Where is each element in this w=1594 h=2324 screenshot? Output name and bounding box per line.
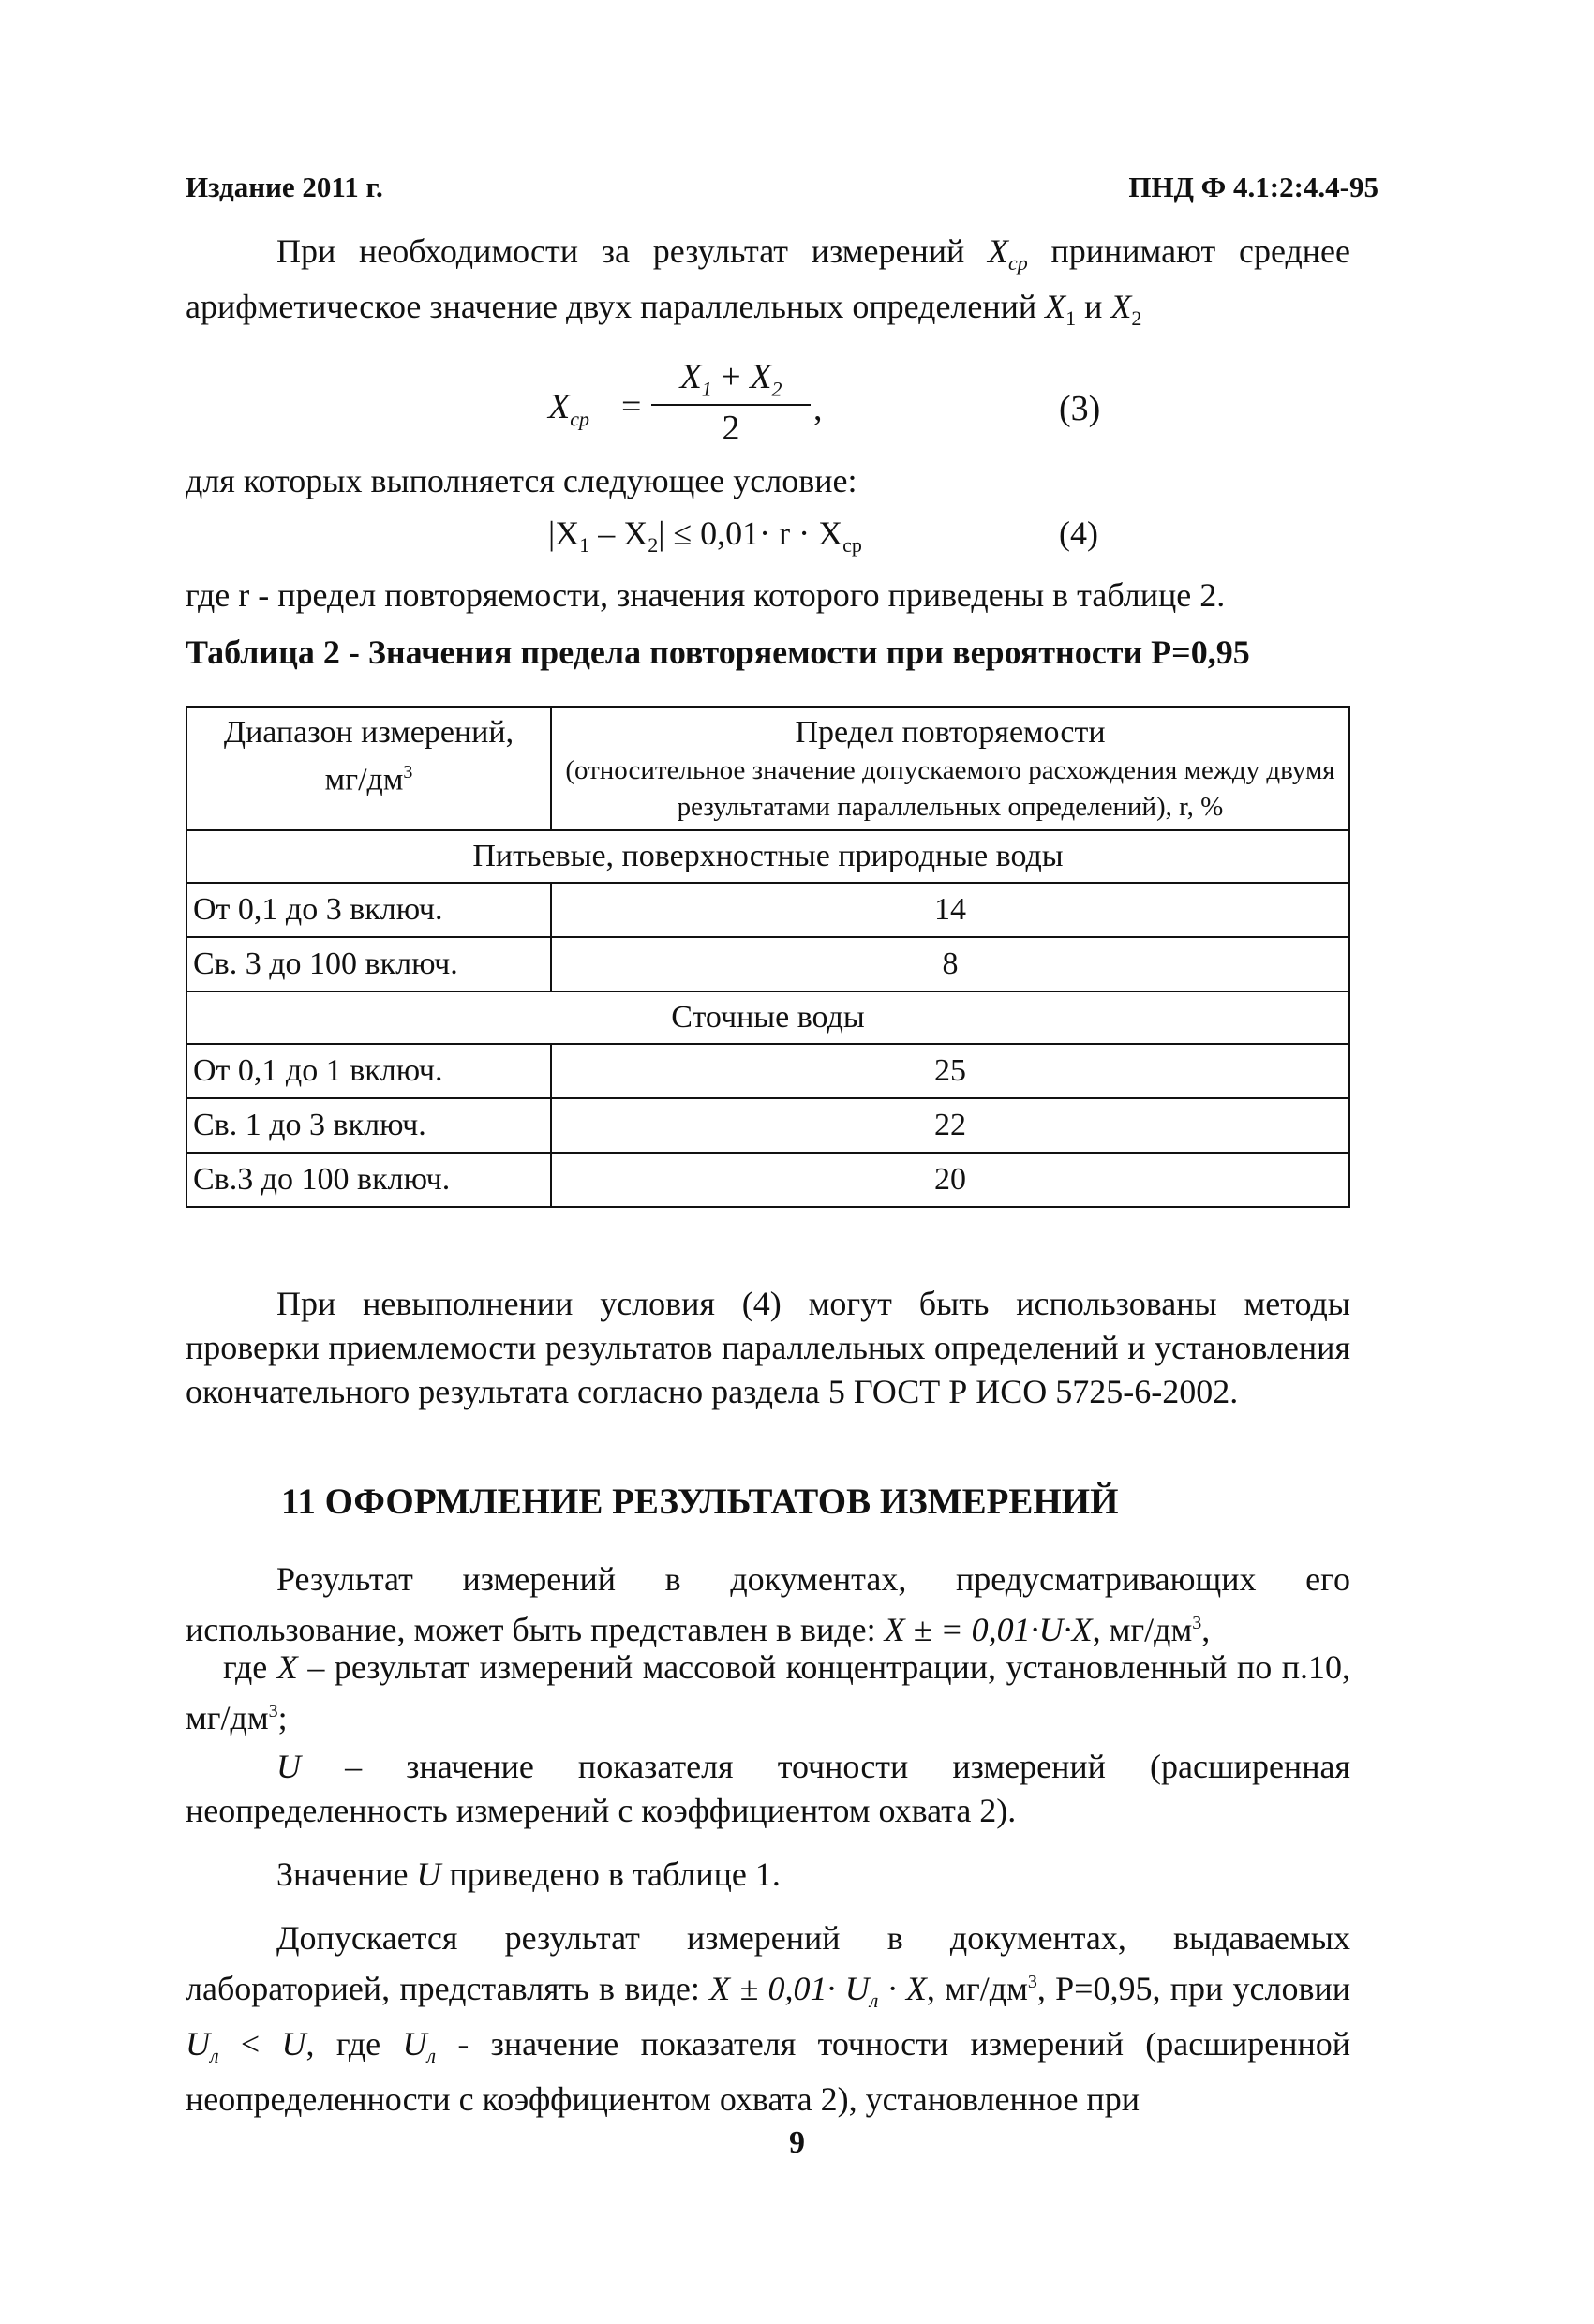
table-header-row <box>186 707 1349 830</box>
equation-number-3: (3) <box>1059 389 1101 428</box>
equals-sign: = <box>621 387 642 426</box>
table-row <box>186 1153 1349 1207</box>
condition-text: для которых выполняется следующее условие: <box>186 462 857 499</box>
fraction-denominator: 2 <box>722 408 740 448</box>
intro-paragraph: При необходимости за результат измерений $X_{ср}$ принимают среднее арифметическое значение двух параллельных определений $X_1$ и $X_2$ <box>186 232 1350 331</box>
section-11-heading: 11 ОФОРМЛЕНИЕ РЕЗУЛЬТАТОВ ИЗМЕРЕНИЙ <box>281 1482 1119 1522</box>
header-measurement-range: Диапазон измерений, $мг/дм^3$ <box>186 707 551 830</box>
fraction-numerator: $X_1 + X_2$ <box>651 356 811 406</box>
range-cell: Св.3 до 100 включ. <box>186 1153 551 1207</box>
document-code: ПНД Ф 4.1:2:4.4-95 <box>1128 171 1378 203</box>
formula-comma: , <box>813 389 823 428</box>
range-cell: От 0,1 до 1 включ. <box>186 1044 551 1098</box>
header-repeatability-limit: Предел повторяемости (относительное значение допускаемого расхождения между двумя результатами параллельных определений), r, % <box>551 707 1349 830</box>
formula-3 <box>548 356 1129 459</box>
table-row <box>186 1098 1349 1153</box>
equation-number-4: (4) <box>1059 514 1098 552</box>
group-drinking-water: Питьевые, поверхностные природные воды <box>186 830 1349 883</box>
group-waste-water: Сточные воды <box>186 991 1349 1044</box>
formula-4 <box>548 514 1129 560</box>
formula-4-expression: $|X_1 - X_2| \le 0,01\cdot r \cdot X_{ср}$ <box>548 514 862 558</box>
table-row <box>186 883 1349 937</box>
after-table-paragraph: При невыполнении условия (4) могут быть использованы методы проверки приемлемости результатов параллельных определений и установления окончательного результата согласно раздела 5 ГОСТ Р ИСО 5725-6-2002. <box>186 1285 1350 1410</box>
result-paragraph: Результат измерений в документах, предусматривающих его использование, может быть представлен в виде: X ± = 0,01·U·X, $мг/дм^3$, <box>186 1560 1350 1648</box>
where-r-text: где r - предел повторяемости, значения которого приведены в таблице 2. <box>186 576 1226 614</box>
range-cell: Св. 1 до 3 включ. <box>186 1098 551 1153</box>
table-group-row <box>186 830 1349 883</box>
formula-3-lhs: $X_{ср}$ <box>548 387 589 431</box>
fraction <box>651 356 811 449</box>
range-cell: Св. 3 до 100 включ. <box>186 937 551 991</box>
page-number: 9 <box>789 2125 805 2160</box>
value-cell: 25 <box>551 1044 1349 1098</box>
edition-label: Издание 2011 г. <box>186 171 383 203</box>
u-table-reference: Значение U приведено в таблице 1. <box>276 1855 781 1893</box>
value-cell: 20 <box>551 1153 1349 1207</box>
value-cell: 14 <box>551 883 1349 937</box>
page-header <box>186 171 1378 208</box>
table-group-row <box>186 991 1349 1044</box>
repeatability-table <box>186 706 1350 1208</box>
table-row <box>186 937 1349 991</box>
range-cell: От 0,1 до 3 включ. <box>186 883 551 937</box>
lab-result-paragraph: Допускается результат измерений в документах, выдаваемых лабораторией, представлять в виде: $X \pm 0,01\cdot U_л \cdot X$, $мг/дм^3$, Р=0,95, при условии $U_л < U$, где $U_л$ - значение показателя точности измерений (расширенной неопределенности с коэффициентом охвата 2), установленное при <box>186 1919 1351 2119</box>
value-cell: 22 <box>551 1098 1349 1153</box>
table-2-title: Таблица 2 - Значения предела повторяемости при вероятности Р=0,95 <box>186 633 1250 671</box>
u-definition-paragraph: U – значение показателя точности измерений (расширенная неопределенность измерений с коэффициентом охвата 2). <box>186 1748 1350 1829</box>
table-row <box>186 1044 1349 1098</box>
value-cell: 8 <box>551 937 1349 991</box>
where-x-paragraph: где X – результат измерений массовой концентрации, установленный по п.10, $мг/дм^3$; <box>186 1648 1350 1736</box>
